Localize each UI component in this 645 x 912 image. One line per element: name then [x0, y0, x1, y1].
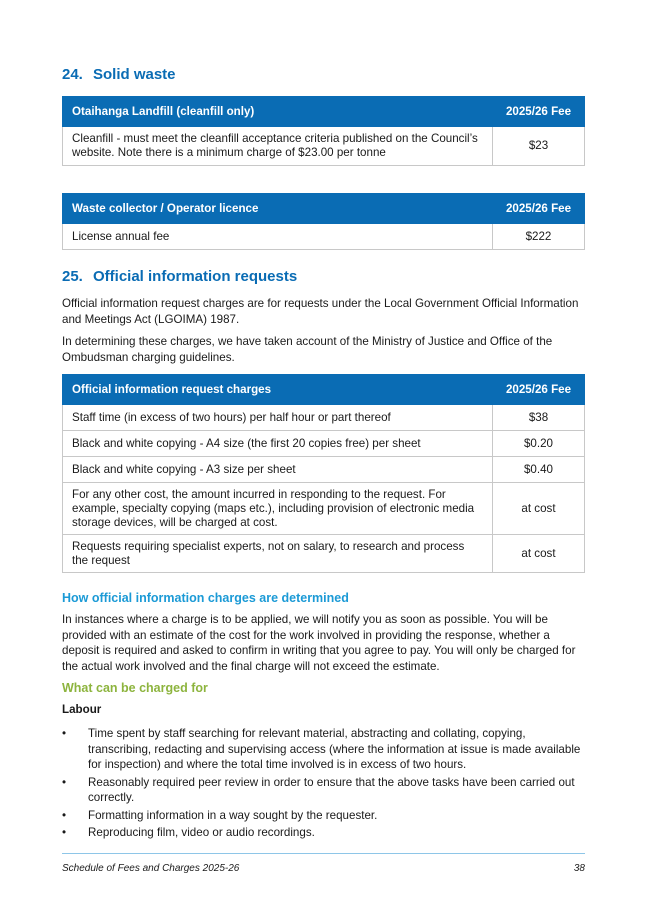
- list-item-text: Formatting information in a way sought by the requester.: [88, 808, 378, 822]
- lgoima-paragraph: Official information request charges are for requests under the Local Government Official Information and Meetings Act (LGOIMA) 1987.: [62, 297, 579, 326]
- list-item: [62, 808, 585, 824]
- licence-fee-table: [62, 193, 585, 250]
- section-25-heading: [62, 268, 297, 285]
- footer-page-number: 38: [573, 863, 585, 874]
- list-item-text: Reproducing film, video or audio recordings.: [88, 826, 315, 839]
- row-description: License annual fee: [63, 224, 493, 250]
- labour-heading: Labour: [62, 703, 102, 716]
- table-row: [63, 127, 585, 166]
- official-info-fee-table: [62, 374, 585, 573]
- list-item: [62, 825, 585, 841]
- table-row: [63, 457, 585, 483]
- fee-column-header: 2025/26 Fee: [493, 375, 585, 405]
- row-fee: at cost: [493, 483, 585, 535]
- row-description: Black and white copying - A4 size (the first 20 copies free) per sheet: [63, 431, 493, 457]
- row-fee: $0.40: [493, 457, 585, 483]
- row-fee: $23: [493, 127, 585, 166]
- row-fee: $0.20: [493, 431, 585, 457]
- table-header: Official information request charges: [63, 375, 493, 405]
- bullet-icon: •: [62, 727, 67, 740]
- section-number: 24.: [62, 66, 83, 83]
- fee-column-header: 2025/26 Fee: [493, 97, 585, 127]
- list-item: [62, 775, 585, 806]
- row-description: Requests requiring specialist experts, not on salary, to research and process the request: [63, 535, 493, 573]
- how-charges-determined-heading: How official information charges are determined: [62, 591, 349, 605]
- how-charges-paragraph: In instances where a charge is to be applied, we will notify you as soon as possible. You will be provided with an estimate of the cost for the work involved in providing the response, whether a deposit is required and asked to confirm in writing that you agree to pay. You will only be charged for the actual work involved and the final charge will not exceed the estimate.: [62, 613, 576, 673]
- footer-divider: [62, 853, 585, 854]
- bullet-icon: •: [62, 826, 67, 839]
- table-header: Waste collector / Operator licence: [63, 194, 493, 224]
- fee-column-header: 2025/26 Fee: [493, 194, 585, 224]
- list-item-text: Time spent by staff searching for relevant material, abstracting and collating, copying, transcribing, redacting and supervising access (where the information at issue is made available for inspection) and where the total time involved is in excess of two hours.: [88, 727, 581, 771]
- table-row: [63, 224, 585, 250]
- section-24-heading: [62, 66, 176, 83]
- row-description: Staff time (in excess of two hours) per half hour or part thereof: [63, 405, 493, 431]
- bullet-icon: •: [62, 775, 67, 789]
- table-row: [63, 535, 585, 573]
- row-fee: $38: [493, 405, 585, 431]
- row-description: For any other cost, the amount incurred in responding to the request. For example, specialty copying (maps etc.), including provision of electronic media storage devices, will be charged at cost.: [63, 483, 493, 535]
- section-number: 25.: [62, 268, 83, 285]
- guidelines-paragraph: In determining these charges, we have taken account of the Ministry of Justice and Office of the Ombudsman charging guidelines.: [62, 335, 553, 364]
- list-item: [62, 726, 585, 773]
- list-item-text: Reasonably required peer review in order to ensure that the above tasks have been carried out correctly.: [88, 775, 575, 804]
- section-title: Solid waste: [93, 66, 176, 83]
- row-fee: at cost: [493, 535, 585, 573]
- table-row: [63, 431, 585, 457]
- table-row: [63, 483, 585, 535]
- footer-document-title: Schedule of Fees and Charges 2025-26: [62, 863, 240, 874]
- row-description: Cleanfill - must meet the cleanfill acceptance criteria published on the Council’s website. Note there is a minimum charge of $23.00 per tonne: [63, 127, 493, 166]
- table-header: Otaihanga Landfill (cleanfill only): [63, 97, 493, 127]
- landfill-fee-table: [62, 96, 585, 166]
- labour-list: [62, 726, 585, 843]
- row-description: Black and white copying - A3 size per sheet: [63, 457, 493, 483]
- section-title: Official information requests: [93, 268, 298, 285]
- what-can-be-charged-heading: What can be charged for: [62, 681, 208, 695]
- table-row: [63, 405, 585, 431]
- bullet-icon: •: [62, 808, 67, 822]
- row-fee: $222: [493, 224, 585, 250]
